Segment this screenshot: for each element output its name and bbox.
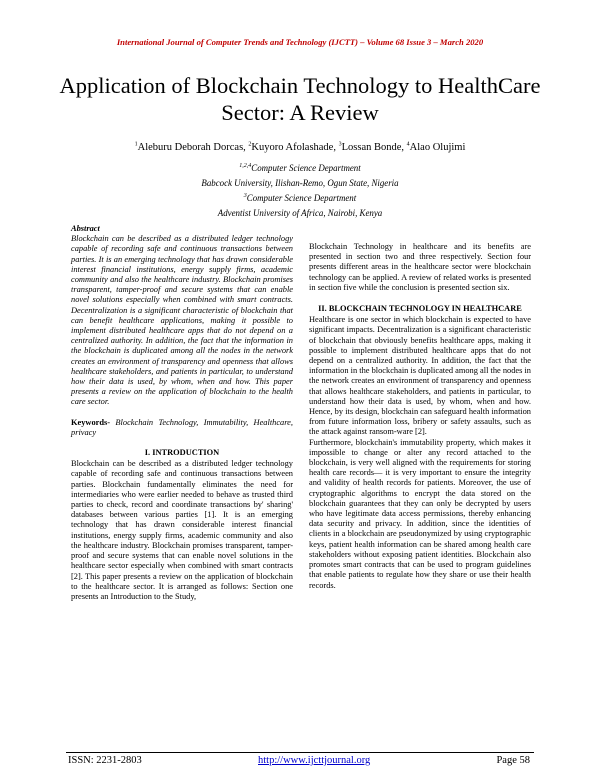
- author-2: Kuyoro Afolashade,: [251, 142, 339, 153]
- author-1-sup: 1: [134, 141, 138, 148]
- affiliation-2-text: Babcock University, Ilishan-Remo, Ogun State, Nigeria: [201, 178, 399, 188]
- paper-title: Application of Blockchain Technology to HealthCare Sector: A Review: [59, 73, 541, 125]
- author-4: Alao Olujimi: [409, 142, 466, 153]
- affiliation-1-text: Computer Science Department: [251, 163, 361, 173]
- section-2-heading: II. BLOCKCHAIN TECHNOLOGY IN HEALTHCARE: [318, 304, 522, 314]
- affiliation-3-text: Computer Science Department: [246, 193, 357, 203]
- keywords-label: Keywords-: [71, 417, 111, 427]
- footer-divider: [66, 752, 534, 753]
- affiliation-4-text: Adventist University of Africa, Nairobi, Kenya: [217, 208, 383, 218]
- right-column: [309, 242, 531, 591]
- author-1: Aleburu Deborah Dorcas,: [137, 142, 249, 153]
- journal-header: International Journal of Computer Trends and Technology (IJCTT) – Volume 68 Issue 3 – March 2020: [116, 37, 484, 47]
- section-1-heading: I. INTRODUCTION: [144, 448, 220, 458]
- intro-continuation: Blockchain Technology in healthcare and its benefits are presented in section two and three respectively. Section four presents different areas in the healthcare sector were blockchain technology can be applied. A review of related works is presented in section five while the conclusion is presented section six.: [309, 242, 531, 292]
- keywords: [71, 418, 293, 438]
- section-1-text: Blockchain can be described as a distributed ledger technology capable of recording safe and continuous transactions between parties. Blockchain fundamentally eliminates the need for intermediaries who were earlier needed to behave as trusted third parties to check, record and coordinate transactions by' sharing' databases between various parties [1]. It is an emerging technology that has drawn considerable interest financial institutions, energy supply firms, academic community and also the healthcare industry. Blockchain promises transparent, tamper-proof and secure systems that can enable novel solutions in the healthcare sector especially when combined with smart contracts [2]. This paper presents a review on the application of blockchain to the healthcare sector. It is arranged as follows: Section one presents an Introduction to the Study,: [71, 459, 293, 601]
- author-4-sup: 4: [406, 141, 410, 148]
- affiliation-1-sup: 1,2,4: [239, 163, 252, 170]
- footer-issn: ISSN: 2231-2803: [68, 755, 142, 766]
- affiliation-3: [0, 193, 600, 203]
- author-2-sup: 2: [248, 141, 252, 148]
- affiliation-4: [0, 208, 600, 218]
- affiliation-2: [0, 178, 600, 188]
- footer-page-number: Page 58: [496, 755, 530, 766]
- affiliation-3-sup: 3: [243, 193, 247, 200]
- affiliation-1: [0, 163, 600, 173]
- author-3: Lossan Bonde,: [341, 142, 407, 153]
- footer-journal-link[interactable]: http://www.ijcttjournal.org: [258, 755, 371, 766]
- author-3-sup: 3: [338, 141, 342, 148]
- keywords-text: Blockchain Technology, Immutability, Healthcare, privacy: [71, 417, 293, 437]
- author-list: [0, 142, 600, 153]
- left-column: [71, 224, 293, 602]
- abstract-heading: Abstract: [71, 224, 100, 233]
- abstract-text: Blockchain can be described as a distributed ledger technology capable of recording safe and continuous transactions between parties. It is an emerging technology that has drawn considerable interest financial institutions, energy supply firms, academic community and also the healthcare industry. Blockchain promises transparent, tamper-proof and secure systems that can enable novel solutions especially when combined with smart contracts. Decentralization is a significant characteristic of blockchain that can benefit healthcare applications, making it possible to implement distributed healthcare apps that do not depend on a centralized authority. In addition, the fact that the information in the blockchain is duplicated among all the nodes in the network creates an environment of transparency and openness that allows healthcare stakeholders, and patients in particular, to understand how their data is used, by whom, when and how. This paper presents a review on the application of blockchain to the health care sector.: [71, 234, 293, 407]
- section-2-paragraph-1: Healthcare is one sector in which blockchain is expected to have significant impacts. Decentralization is a significant characteristic of blockchain that obviously benefits healthcare apps, making it possible to implement distributed healthcare apps that do not depend on a centralized authority. In addition, the fact that the information in the blockchain is duplicated among all the nodes in the network creates an environment of transparency and openness that allows healthcare stakeholders, and patients in particular, to understand how their data is used, by whom, when and how. Hence, by its design, blockchain can safeguard health information from future information loss, bribery or safety assaults, such as the attack against ransom-ware [2].: [309, 315, 531, 437]
- section-2-paragraph-2: Furthermore, blockchain's immutability property, which makes it impossible to change or alter any record attached to the blockchain, is very well aligned with the requirements for storing health care records— it is very important to ensure the integrity and validity of health records for patients. Moreover, the use of cryptographic algorithms to encrypt the data stored on the blockchain guarantees that they can only be decrypted by users who have legitimate data access permissions, thereby enhancing data security and privacy. In addition, since the identities of clients in a blockchain are pseudonymized by using cryptographic keys, patient health information can be shared among health care stakeholders without exposing patient identities. Blockchain also promotes smart contracts that can be used to program guidelines that enable patients to regulate how they share or use their health records.: [309, 437, 531, 590]
